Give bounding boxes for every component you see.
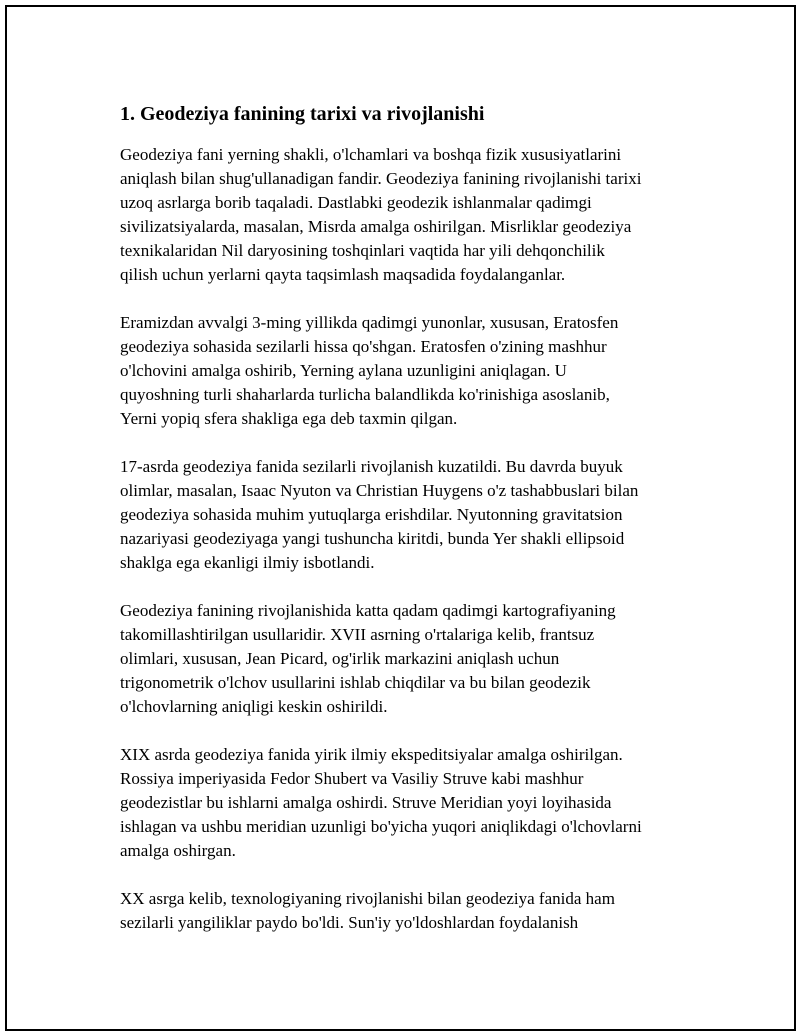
paragraph-6 [120, 887, 720, 935]
paragraph-line: amalga oshirgan. [120, 841, 236, 860]
paragraph-line: Geodeziya fanining rivojlanishida katta qadam qadimgi kartografiyaning [120, 601, 616, 620]
paragraph-line: olimlar, masalan, Isaac Nyuton va Christian Huygens o'z tashabbuslari bilan [120, 481, 639, 500]
paragraph-line: shaklga ega ekanligi ilmiy isbotlandi. [120, 553, 375, 572]
paragraph-line: ishlagan va ushbu meridian uzunligi bo'yicha yuqori aniqlikdagi o'lchovlarni [120, 817, 642, 836]
paragraph-line: aniqlash bilan shug'ullanadigan fandir. Geodeziya fanining rivojlanishi tarixi [120, 169, 642, 188]
paragraph-line: geodeziya sohasida sezilarli hissa qo'shgan. Eratosfen o'zining mashhur [120, 337, 607, 356]
paragraph-line: XX asrga kelib, texnologiyaning rivojlanishi bilan geodeziya fanida ham [120, 889, 615, 908]
document-body [120, 101, 720, 959]
paragraph-line: XIX asrda geodeziya fanida yirik ilmiy ekspeditsiyalar amalga oshirilgan. [120, 745, 623, 764]
paragraph-line: olimlari, xususan, Jean Picard, og'irlik markazini aniqlash uchun [120, 649, 560, 668]
paragraph-1 [120, 143, 720, 287]
paragraph-line: qilish uchun yerlarni qayta taqsimlash maqsadida foydalanganlar. [120, 265, 566, 284]
paragraph-5 [120, 743, 720, 863]
paragraph-4 [120, 599, 720, 719]
paragraph-line: sezilarli yangiliklar paydo bo'ldi. Sun'iy yo'ldoshlardan foydalanish [120, 913, 579, 932]
page-frame [5, 5, 796, 1031]
paragraph-line: sivilizatsiyalarda, masalan, Misrda amalga oshirilgan. Misrliklar geodeziya [120, 217, 632, 236]
paragraph-line: geodeziya sohasida muhim yutuqlarga erishdilar. Nyutonning gravitatsion [120, 505, 623, 524]
paragraph-line: geodezistlar bu ishlarni amalga oshirdi. Struve Meridian yoyi loyihasida [120, 793, 612, 812]
paragraph-line: o'lchovlarning aniqligi keskin oshirildi. [120, 697, 388, 716]
paragraph-line: Yerni yopiq sfera shakliga ega deb taxmin qilgan. [120, 409, 458, 428]
paragraph-line: uzoq asrlarga borib taqaladi. Dastlabki geodezik ishlanmalar qadimgi [120, 193, 592, 212]
paragraph-line: Geodeziya fani yerning shakli, o'lchamlari va boshqa fizik xususiyatlarini [120, 145, 622, 164]
paragraph-line: texnikalaridan Nil daryosining toshqinlari vaqtida har yili dehqonchilik [120, 241, 605, 260]
paragraph-line: trigonometrik o'lchov usullarini ishlab chiqdilar va bu bilan geodezik [120, 673, 591, 692]
section-title: 1. Geodeziya fanining tarixi va rivojlanishi [120, 103, 485, 125]
paragraph-line: takomillashtirilgan usullaridir. XVII asrning o'rtalariga kelib, frantsuz [120, 625, 595, 644]
paragraph-line: o'lchovini amalga oshirib, Yerning aylana uzunligini aniqlagan. U [120, 361, 567, 380]
paragraph-line: 17-asrda geodeziya fanida sezilarli rivojlanish kuzatildi. Bu davrda buyuk [120, 457, 623, 476]
paragraph-line: Rossiya imperiyasida Fedor Shubert va Vasiliy Struve kabi mashhur [120, 769, 584, 788]
paragraph-2 [120, 311, 720, 431]
paragraph-line: nazariyasi geodeziyaga yangi tushuncha kiritdi, bunda Yer shakli ellipsoid [120, 529, 625, 548]
paragraph-line: Eramizdan avvalgi 3-ming yillikda qadimgi yunonlar, xususan, Eratosfen [120, 313, 619, 332]
paragraph-3 [120, 455, 720, 575]
paragraph-line: quyoshning turli shaharlarda turlicha balandlikda ko'rinishiga asoslanib, [120, 385, 610, 404]
